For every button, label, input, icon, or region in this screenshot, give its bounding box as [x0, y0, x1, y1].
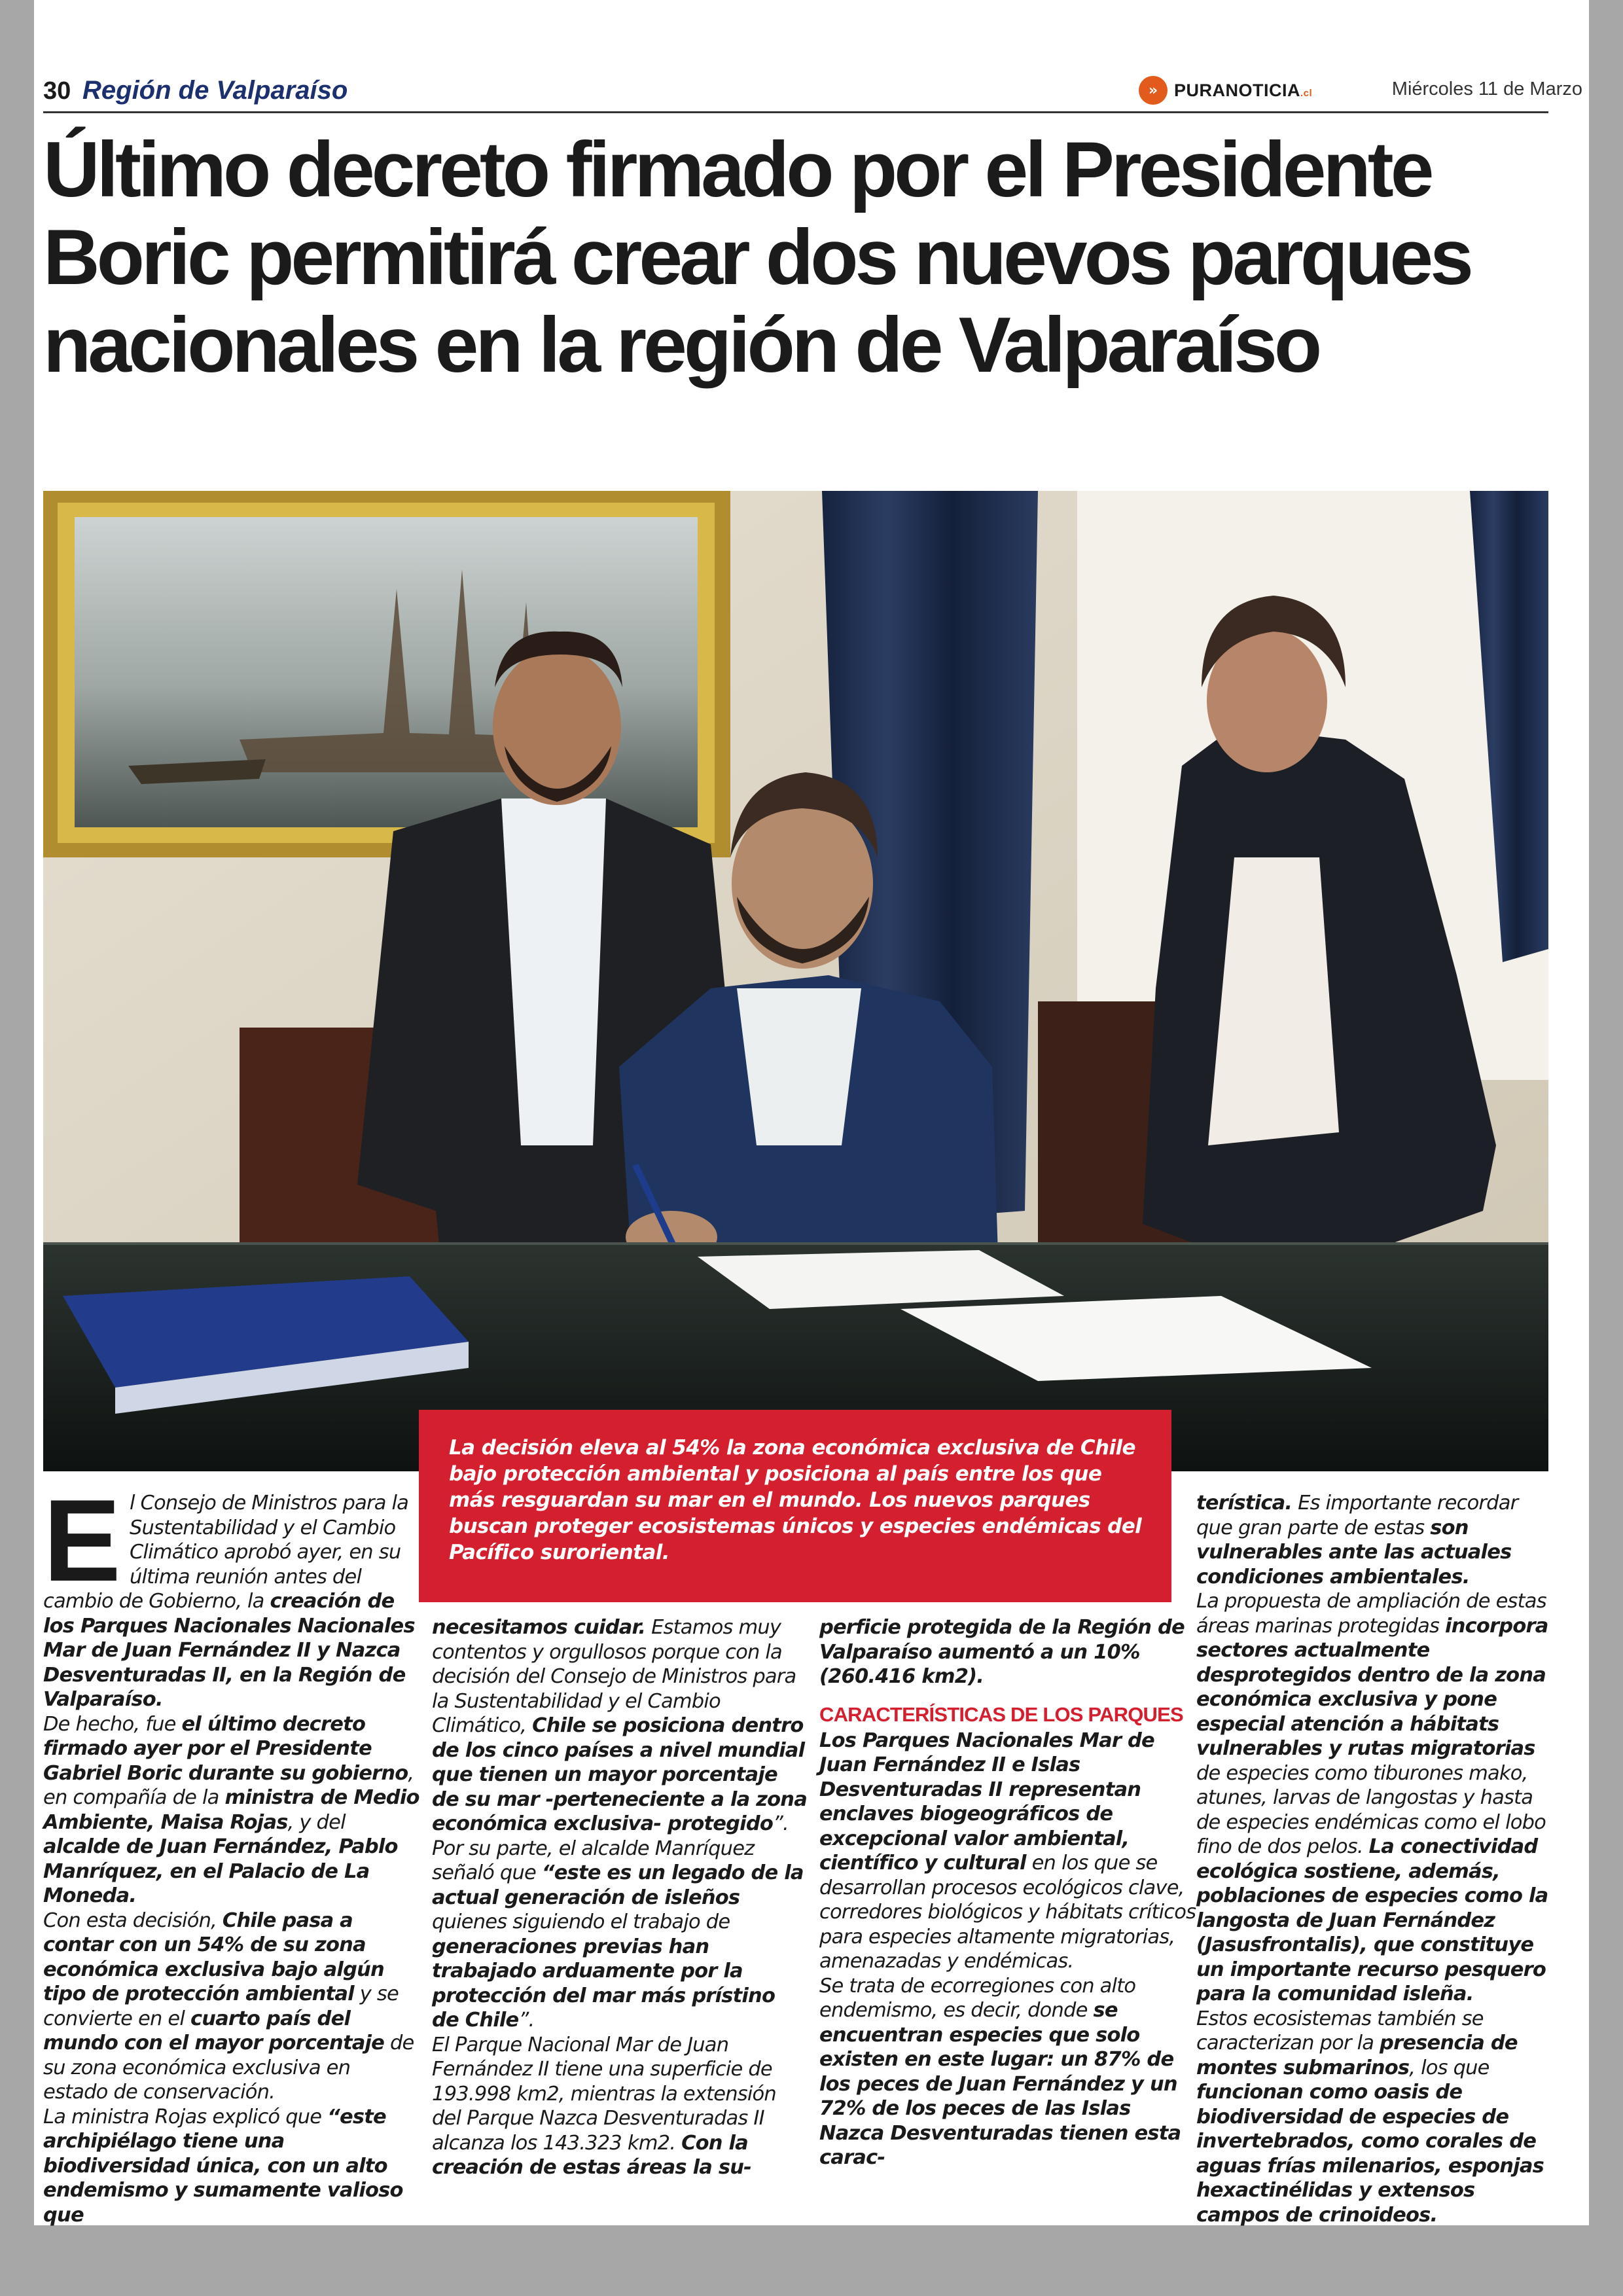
header-divider: [43, 111, 1548, 113]
section-subheading: CARACTERÍSTICAS DE LOS PARQUES: [819, 1702, 1183, 1726]
column-text: perficie protegida de la Región de Valparaíso aumentó a un 10% (260.416 km2).: [819, 1616, 1185, 1688]
photo-caption-callout: La decisión eleva al 54% la zona económica exclusiva de Chile bajo protección ambiental y posiciona al país entre los que más resguardan su mar en el mundo. Los nuevos parques buscan proteger ecosistemas únicos y especies endémicas del Pacífico suroriental.: [419, 1410, 1171, 1602]
article-column-2: [432, 1615, 808, 2180]
page-number: 30: [43, 77, 71, 105]
article-column-3: [819, 1615, 1198, 2170]
column-text: necesitamos cuidar. Estamos muy contentos y orgullosos porque con la decisión del Consejo de Ministros para la Sustentabilidad y el Cambio Climático, Chile se posiciona dentro de los cinco países a nivel mundial que tienen un mayor porcentaje de su mar -perteneciente a la zona económica exclusiva- protegido”. Por su parte, el alcalde Manríquez señaló que “este es un legado de la actual generación de isleños quienes siguiendo el trabajo de generaciones previas han trabajado arduamente por la protección del mar más prístino de Chile”. El Parque Nacional Mar de Juan Fernández II tiene una superficie de 193.998 km2, mientras la extensión del Parque Nazca Desventuradas II alcanza los 143.323 km2. Con la creación de estas áreas la su-: [432, 1616, 808, 2179]
puranoticia-logo: [1139, 76, 1312, 105]
drop-cap: E: [43, 1475, 120, 1605]
article-column-1: [43, 1475, 420, 2227]
article-photo: [43, 491, 1548, 1471]
article-column-4: [1196, 1491, 1548, 2227]
issue-date: Miércoles 11 de Marzo: [1391, 79, 1582, 99]
article-headline: Último decreto firmado por el Presidente Boric permitirá crear dos nuevos parques nacionales en la región de Valparaíso: [43, 126, 1471, 389]
column-text: terística. Es importante recordar que gran parte de estas son vulnerables ante las actuales condiciones ambientales. La propuesta de ampliación de estas áreas marinas protegidas incorpora sectores actualmente desprotegidos dentro de la zona económica exclusiva y pone especial atención a hábitats vulnerables y rutas migratorias de especies como tiburones mako, atunes, larvas de langostas y hasta de especies endémicas como el lobo fino de dos pelos. La conectividad ecológica sostiene, además, poblaciones de especies como la langosta de Juan Fernández (Jasusfrontalis), que constituye un importante recurso pesquero para la comunidad isleña. Estos ecosistemas también se caracterizan por la presencia de montes submarinos, los que funcionan como oasis de biodiversidad de especies de invertebrados, como corales de aguas frías milenarios, esponjas hexactinélidas y extensos campos de crinoideos.: [1196, 1492, 1548, 2227]
column-text: l Consejo de Ministros para la Sustentabilidad y el Cambio Climático aprobó ayer, en su última reunión antes del cambio de Gobierno, la creación de los Parques Nacionales Nacionales Mar de Juan Fernández II y Nazca Desventuradas II, en la Región de Valparaíso. De hecho, fue el último decreto firmado ayer por el Presidente Gabriel Boric durante su gobierno, en compañía de la ministra de Medio Ambiente, Maisa Rojas, y del alcalde de Juan Fernández, Pablo Manríquez, en el Palacio de La Moneda. Con esta decisión, Chile pasa a contar con un 54% de su zona económica exclusiva bajo algún tipo de protección ambiental y se convierte en el cuarto país del mundo con el mayor porcentaje de su zona económica exclusiva en estado de conservación. La ministra Rojas explicó que “este archipiélago tiene una biodiversidad única, con un alto endemismo y sumamente valioso que: [43, 1492, 419, 2227]
logo-arrow-icon: »: [1139, 76, 1168, 105]
logo-wordmark: PURANOTICIA.cl: [1174, 80, 1313, 100]
column-text: Los Parques Nacionales Mar de Juan Fernández II e Islas Desventuradas II representan enclaves biogeográficos de excepcional valor ambiental, científico y cultural en los que se desarrollan procesos ecológicos clave, corredores biológicos y hábitats críticos para especies altamente migratorias, amenazadas y endémicas. Se trata de ecorregiones con alto endemismo, es decir, donde se encuentran especies que solo existen en este lugar: un 87% de los peces de Juan Fernández y un 72% de los peces de las Islas Nazca Desventuradas tienen esta carac-: [819, 1729, 1196, 2169]
section-title: Región de Valparaíso: [82, 76, 348, 105]
